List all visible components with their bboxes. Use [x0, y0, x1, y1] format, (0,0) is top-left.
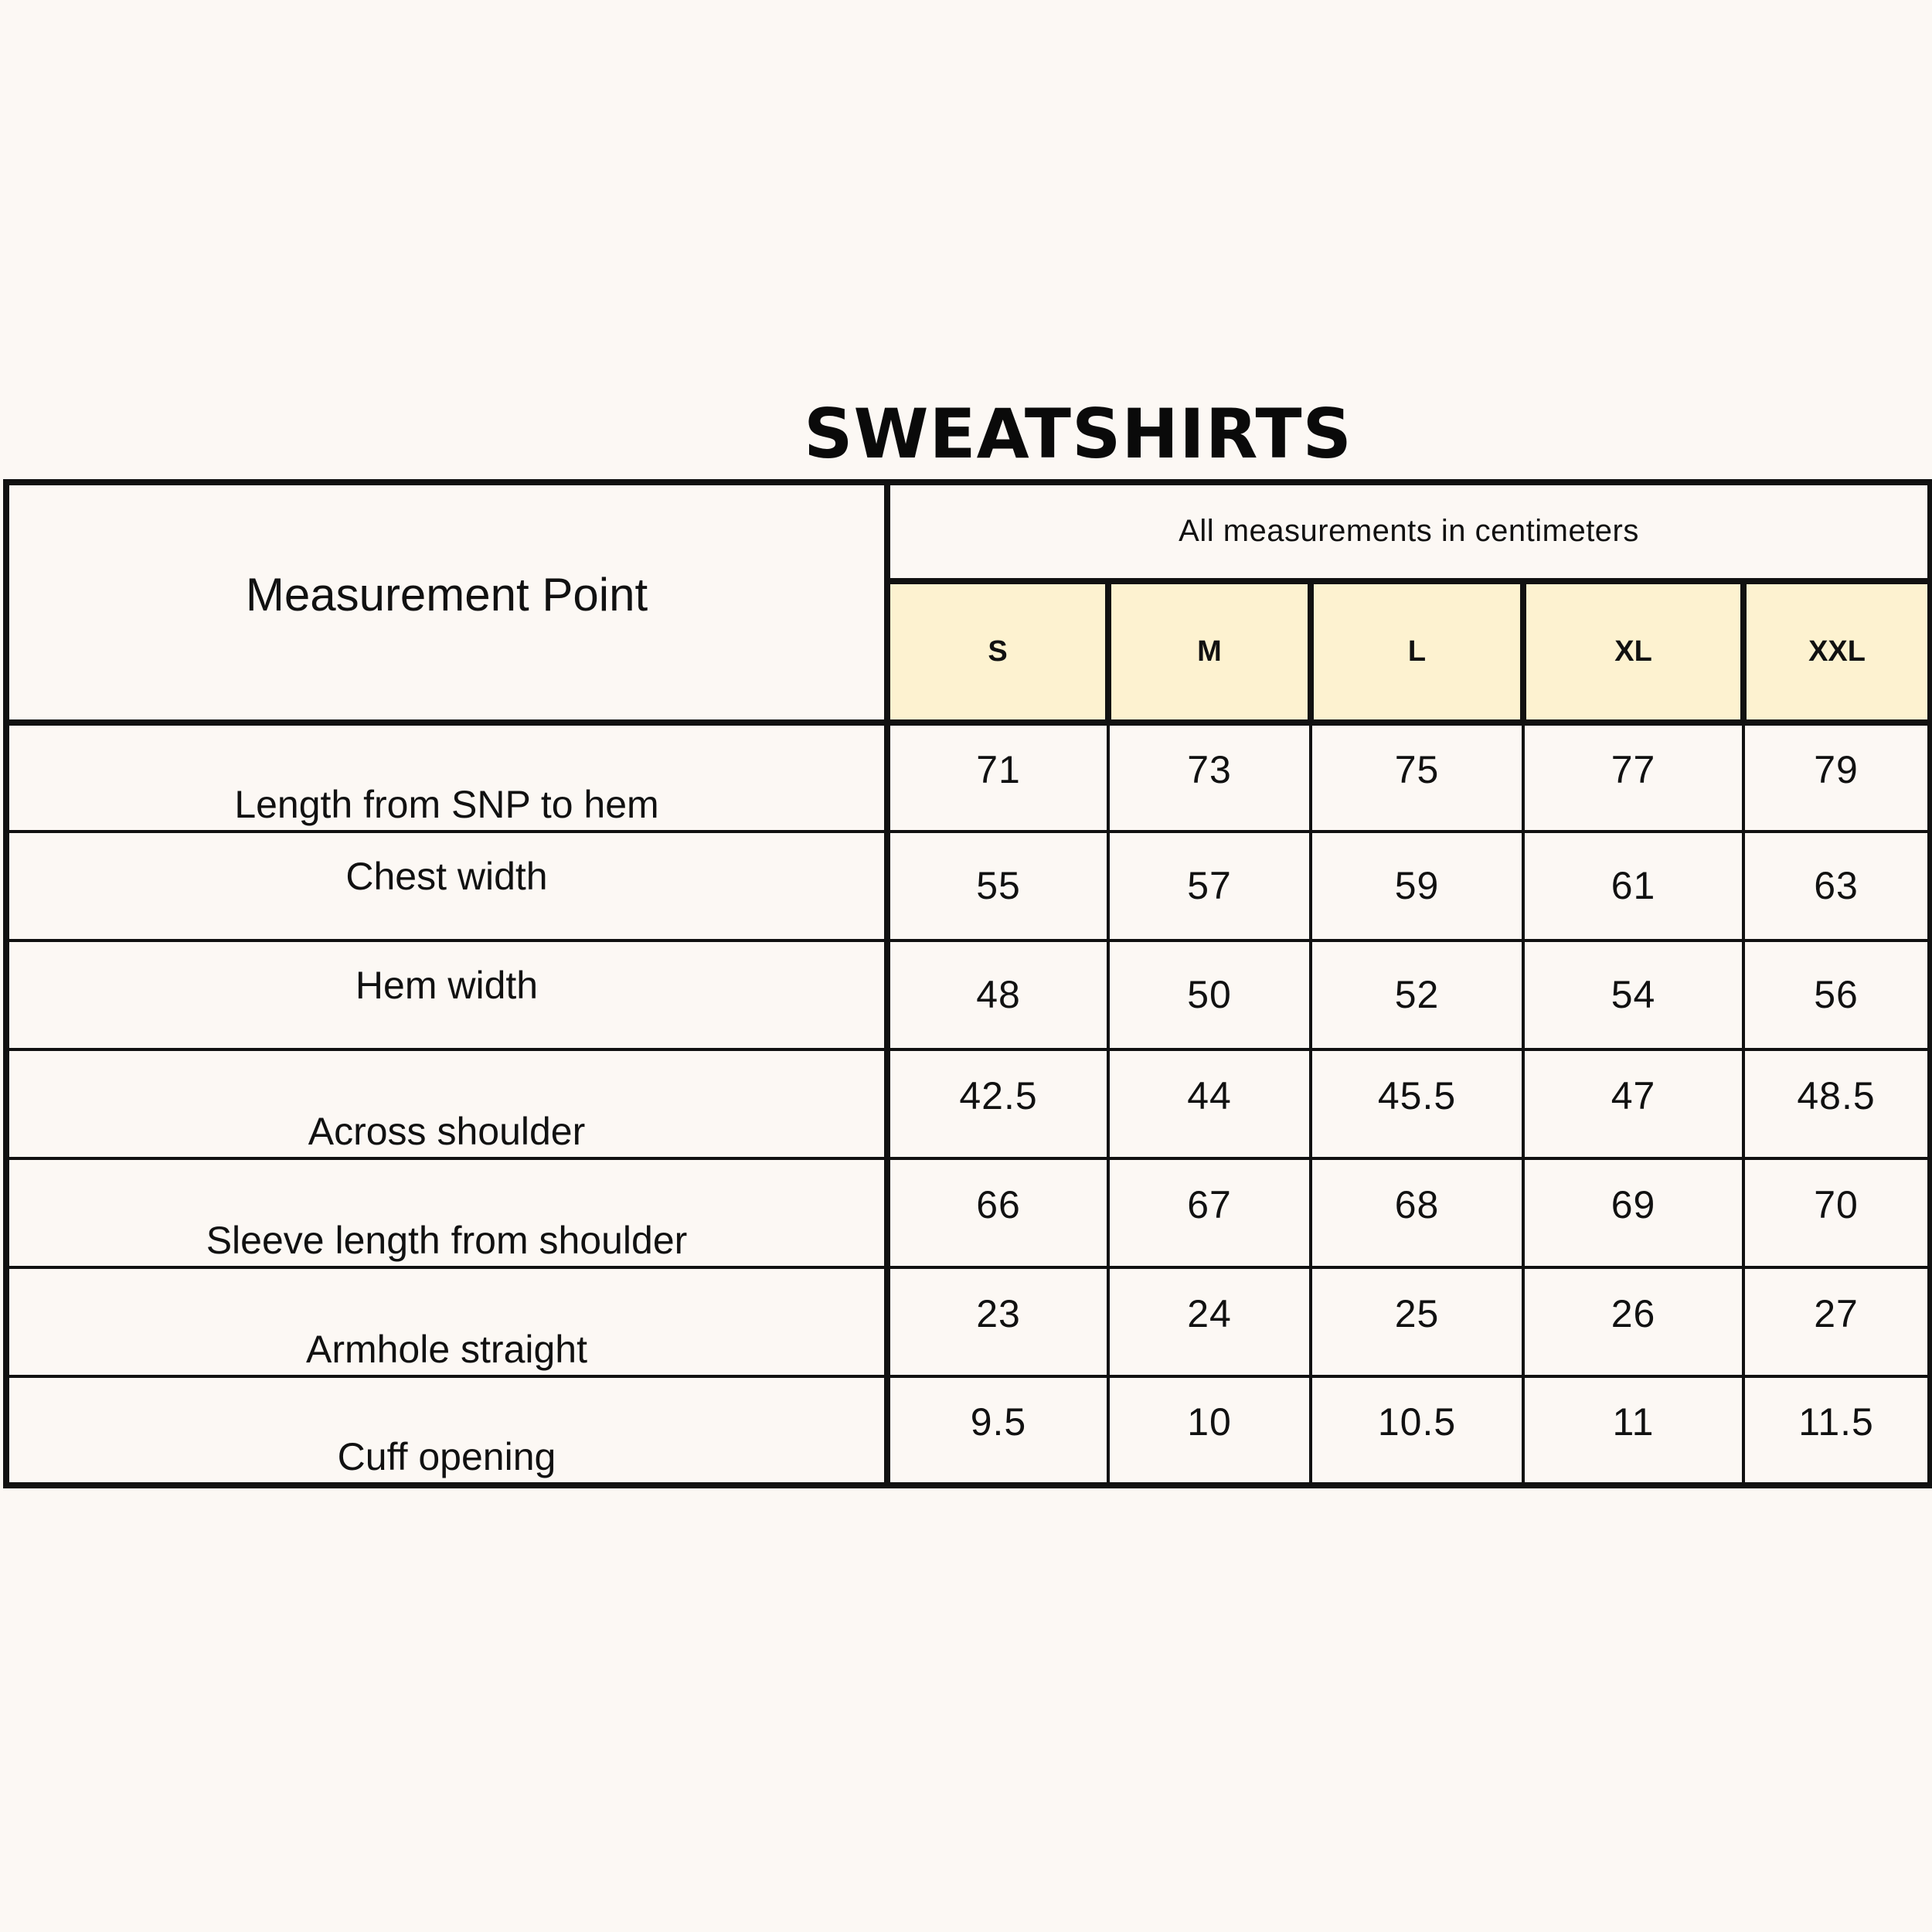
table-cell: 54: [1523, 940, 1743, 1049]
row-label: Hem width: [6, 940, 887, 1049]
table-row: [6, 832, 1930, 940]
table-cell: 11.5: [1743, 1376, 1930, 1485]
table-cell: 68: [1311, 1158, 1523, 1267]
table-row: [6, 1158, 1930, 1267]
size-header-xxl: XXL: [1743, 581, 1930, 723]
table-cell: 48: [887, 940, 1108, 1049]
row-label: Armhole straight: [6, 1267, 887, 1376]
table-row: [6, 723, 1930, 832]
size-header-l: L: [1311, 581, 1523, 723]
units-note: All measurements in centimeters: [887, 482, 1930, 581]
table-row: [6, 1049, 1930, 1158]
table-row: [6, 1267, 1930, 1376]
table-cell: 57: [1108, 832, 1311, 940]
table-cell: 70: [1743, 1158, 1930, 1267]
table-cell: 11: [1523, 1376, 1743, 1485]
size-chart-table: [3, 479, 1932, 1488]
table-cell: 59: [1311, 832, 1523, 940]
row-label: Chest width: [6, 832, 887, 940]
row-label: Across shoulder: [6, 1049, 887, 1158]
table-cell: 52: [1311, 940, 1523, 1049]
table-cell: 79: [1743, 723, 1930, 832]
size-header-s: S: [887, 581, 1108, 723]
table-cell: 73: [1108, 723, 1311, 832]
row-label: Cuff opening: [6, 1376, 887, 1485]
table-cell: 9.5: [887, 1376, 1108, 1485]
table-cell: 55: [887, 832, 1108, 940]
table-cell: 44: [1108, 1049, 1311, 1158]
table-cell: 69: [1523, 1158, 1743, 1267]
table-row: [6, 1376, 1930, 1485]
table-cell: 71: [887, 723, 1108, 832]
table-cell: 50: [1108, 940, 1311, 1049]
table-cell: 10.5: [1311, 1376, 1523, 1485]
size-header-xl: XL: [1523, 581, 1743, 723]
table-cell: 42.5: [887, 1049, 1108, 1158]
table-cell: 66: [887, 1158, 1108, 1267]
table-cell: 56: [1743, 940, 1930, 1049]
table-cell: 75: [1311, 723, 1523, 832]
row-label: Sleeve length from shoulder: [6, 1158, 887, 1267]
measurement-point-header: Measurement Point: [6, 482, 887, 723]
table-cell: 24: [1108, 1267, 1311, 1376]
row-label: Length from SNP to hem: [6, 723, 887, 832]
table-cell: 61: [1523, 832, 1743, 940]
table-cell: 48.5: [1743, 1049, 1930, 1158]
table-cell: 45.5: [1311, 1049, 1523, 1158]
size-header-m: M: [1108, 581, 1311, 723]
table-cell: 25: [1311, 1267, 1523, 1376]
table-cell: 27: [1743, 1267, 1930, 1376]
table-cell: 10: [1108, 1376, 1311, 1485]
table-cell: 77: [1523, 723, 1743, 832]
page-title: SWEATSHIRTS: [804, 394, 1352, 474]
table-cell: 23: [887, 1267, 1108, 1376]
table-row: [6, 940, 1930, 1049]
table-cell: 47: [1523, 1049, 1743, 1158]
table-cell: 63: [1743, 832, 1930, 940]
header-row-units: [6, 482, 1930, 581]
table-cell: 26: [1523, 1267, 1743, 1376]
table-cell: 67: [1108, 1158, 1311, 1267]
